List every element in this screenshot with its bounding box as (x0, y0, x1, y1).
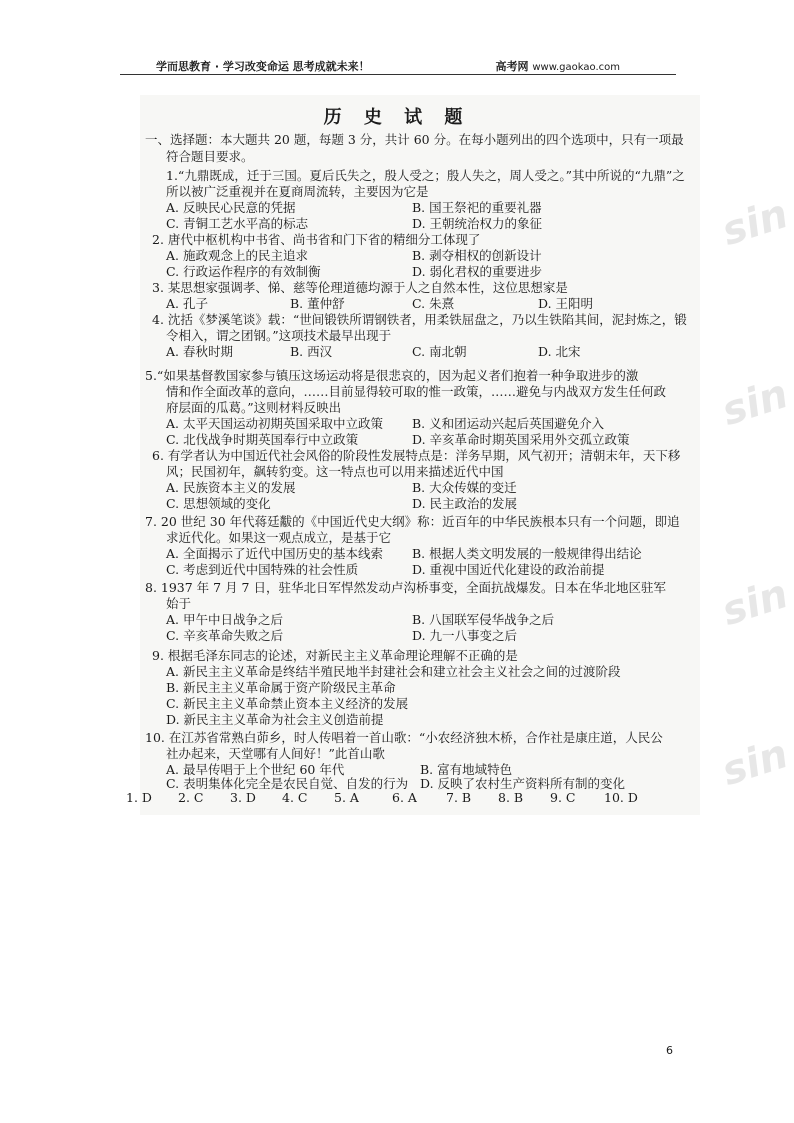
option-c: C. 北伐战争时期英国奉行中立政策 (166, 432, 359, 447)
watermark-logo: sin (716, 370, 794, 436)
option-b: B. 西汉 (290, 344, 333, 359)
answer-item: 1. D (126, 790, 152, 805)
question-stem: 7. 20 世纪 30 年代蒋廷黻的《中国近代史大纲》称：近百年的中华民族根本只有一个问题，即追 (145, 514, 680, 529)
question-stem: 2. 唐代中枢机构中书省、尚书省和门下省的精细分工体现了 (152, 232, 481, 247)
option-b: B. 八国联军侵华战争之后 (412, 612, 555, 627)
question-stem: 令相入，谓之团钢。”这项技术最早出现于 (166, 328, 392, 343)
option-c: C. 青铜工艺水平高的标志 (166, 216, 309, 231)
option-a: A. 春秋时期 (166, 344, 233, 359)
option-a: A. 全面揭示了近代中国历史的基本线索 (166, 546, 383, 561)
question-stem: 所以被广泛重视并在夏商周流转，主要因为它是 (166, 184, 429, 199)
option-b: B. 义和团运动兴起后英国避免介入 (412, 416, 605, 431)
question-stem: 情和作全面改革的意向，……目前显得较可取的惟一政策，……避免与内战双方发生任何政 (166, 384, 667, 399)
section-intro-line: 符合题目要求。 (166, 149, 254, 164)
question-stem: 10. 在江苏省常熟白茆乡，时人传唱着一首山歌：“小农经济独木桥，合作社是康庄道，人民公 (145, 730, 663, 745)
option-c: C. 思想领域的变化 (166, 496, 271, 511)
exam-title: 历 史 试 题 (323, 107, 471, 128)
option-c: C. 新民主主义革命禁止资本主义经济的发展 (166, 696, 409, 711)
option-c: C. 考虑到近代中国特殊的社会性质 (166, 562, 359, 577)
option-d: D. 新民主主义革命为社会主义创造前提 (166, 712, 384, 727)
option-a: A. 最早传唱于上个世纪 60 年代 (166, 762, 345, 777)
answer-item: 3. D (230, 790, 256, 805)
option-d: D. 九一八事变之后 (412, 628, 518, 643)
question-stem: 求近代化。如果这一观点成立，是基于它 (166, 530, 392, 545)
option-b: B. 根据人类文明发展的一般规律得出结论 (412, 546, 642, 561)
option-a: A. 反映民心民意的凭据 (166, 200, 296, 215)
header-brand-name: 高考网 (495, 60, 529, 73)
watermark-logo: sin (716, 730, 794, 796)
answer-item: 10. D (604, 790, 638, 805)
option-b: B. 剥夺相权的创新设计 (412, 248, 542, 263)
option-d: D. 王朝统治权力的象征 (412, 216, 543, 231)
answer-item: 9. C (550, 790, 576, 805)
answer-item: 5. A (334, 790, 359, 805)
page-number: 6 (666, 1044, 673, 1057)
header-slogan: 学而思教育 · 学习改变命运 思考成就未来！ (156, 60, 370, 73)
question-stem: 8. 1937 年 7 月 7 日，驻华北日军悍然发动卢沟桥事变，全面抗战爆发。日本在华北地区驻军 (145, 580, 666, 595)
option-d: D. 反映了农村生产资料所有制的变化 (420, 776, 626, 791)
question-stem: 9. 根据毛泽东同志的论述，对新民主主义革命理论理解不正确的是 (152, 648, 518, 663)
answer-item: 7. B (446, 790, 472, 805)
option-b: B. 国王祭祀的重要礼器 (412, 200, 542, 215)
question-stem: 5.“如果基督教国家参与镇压这场运动将是很悲哀的，因为起义者们抱着一种争取进步的激 (145, 368, 639, 383)
option-b: B. 新民主主义革命属于资产阶级民主革命 (166, 680, 396, 695)
option-c: C. 行政运作程序的有效制衡 (166, 264, 321, 279)
option-c: C. 朱熹 (412, 296, 455, 311)
option-a: A. 孔子 (166, 296, 208, 311)
option-a: A. 新民主主义革命是终结半殖民地半封建社会和建立社会主义社会之间的过渡阶段 (166, 664, 621, 679)
question-stem: 4. 沈括《梦溪笔谈》载：“世间锻铁所谓钢铁者，用柔铁屈盘之，乃以生铁陷其间，泥封炼之，锻 (152, 312, 687, 327)
option-d: D. 辛亥革命时期英国采用外交孤立政策 (412, 432, 630, 447)
question-stem: 6. 有学者认为中国近代社会风俗的阶段性发展特点是：洋务早期，风气初开；清朝末年，天下移 (152, 448, 681, 463)
question-stem: 始于 (166, 596, 192, 611)
section-intro-line: 一、选择题：本大题共 20 题，每题 3 分，共计 60 分。在每小题列出的四个选项中，只有一项最 (145, 132, 684, 147)
answer-item: 6. A (392, 790, 417, 805)
watermark-logo: sin (716, 190, 794, 256)
option-d: D. 王阳明 (538, 296, 594, 311)
option-d: D. 重视中国近代化建设的政治前提 (412, 562, 605, 577)
answer-item: 2. C (178, 790, 204, 805)
option-c: C. 南北朝 (412, 344, 467, 359)
question-stem: 府层面的瓜葛。”这则材料反映出 (166, 400, 342, 415)
question-stem: 风；民国初年，飙转豹变。这一特点也可以用来描述近代中国 (166, 464, 504, 479)
option-d: D. 民主政治的发展 (412, 496, 518, 511)
option-a: A. 甲午中日战争之后 (166, 612, 283, 627)
header-site-url: www.gaokao.com (532, 62, 620, 73)
header-brand (496, 58, 620, 74)
answer-item: 4. C (282, 790, 308, 805)
question-stem: 3. 某思想家强调孝、悌、慈等伦理道德均源于人之自然本性，这位思想家是 (152, 280, 568, 295)
option-d: D. 北宋 (538, 344, 581, 359)
option-c: C. 表明集体化完全是农民自觉、自发的行为 (166, 776, 409, 791)
answer-item: 8. B (498, 790, 524, 805)
option-a: A. 民族资本主义的发展 (166, 480, 296, 495)
option-b: B. 大众传媒的变迁 (412, 480, 517, 495)
question-stem: 社办起来，天堂哪有人间好！”此首山歌 (166, 746, 385, 761)
option-a: A. 太平天国运动初期英国采取中立政策 (166, 416, 383, 431)
option-d: D. 弱化君权的重要进步 (412, 264, 543, 279)
option-b: B. 富有地域特色 (420, 762, 513, 777)
question-stem: 1.“九鼎既成，迁于三国。夏后氏失之，殷人受之；殷人失之，周人受之。”其中所说的“九鼎”之 (166, 168, 685, 183)
option-b: B. 董仲舒 (290, 296, 345, 311)
page-header (120, 56, 676, 75)
option-a: A. 施政观念上的民主追求 (166, 248, 308, 263)
watermark-logo: sin (716, 570, 794, 636)
option-c: C. 辛亥革命失败之后 (166, 628, 284, 643)
